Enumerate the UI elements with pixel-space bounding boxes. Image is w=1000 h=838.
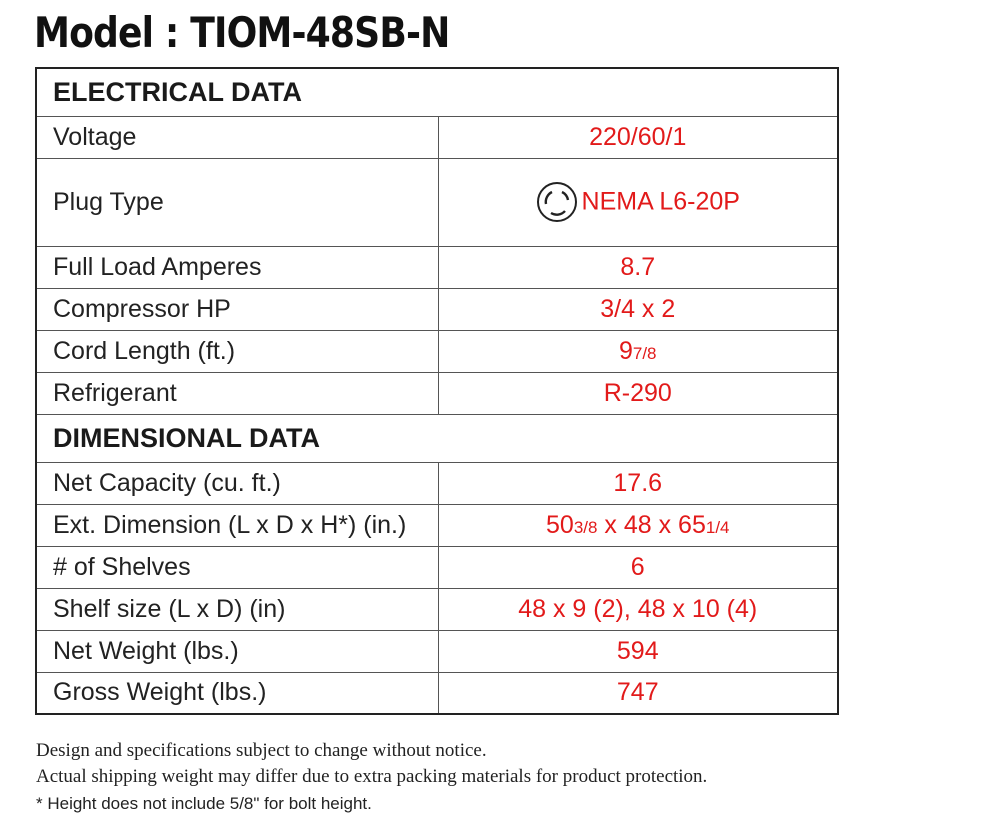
table-row xyxy=(36,330,838,372)
spec-value: R-290 xyxy=(438,372,838,414)
section-header-dimensional xyxy=(36,414,838,462)
ext-height-fraction: 1/4 xyxy=(705,517,730,537)
spec-value: 220/60/1 xyxy=(438,116,838,158)
plug-receptacle-icon xyxy=(536,181,578,223)
cord-length-fraction: 7/8 xyxy=(632,343,657,363)
ext-mid: x 48 x xyxy=(597,510,679,539)
spec-value xyxy=(438,158,838,246)
spec-label: Net Weight (lbs.) xyxy=(36,630,438,672)
table-row xyxy=(36,462,838,504)
table-row xyxy=(36,588,838,630)
table-row xyxy=(36,372,838,414)
spec-value: 8.7 xyxy=(438,246,838,288)
spec-table xyxy=(35,67,839,715)
plug-type-text: NEMA L6-20P xyxy=(581,187,740,216)
table-row xyxy=(36,546,838,588)
section-header-electrical xyxy=(36,68,838,116)
ext-length-whole: 50 xyxy=(546,510,574,539)
table-row xyxy=(36,672,838,714)
spec-value xyxy=(438,330,838,372)
section-title: ELECTRICAL DATA xyxy=(36,68,838,116)
footnotes xyxy=(36,738,707,818)
ext-length-fraction: 3/8 xyxy=(573,517,598,537)
cord-length-whole: 9 xyxy=(618,336,633,365)
table-row xyxy=(36,288,838,330)
spec-label: Plug Type xyxy=(36,158,438,246)
spec-value xyxy=(438,504,838,546)
ext-height-whole: 65 xyxy=(678,510,706,539)
spec-value: 594 xyxy=(438,630,838,672)
spec-value: 6 xyxy=(438,546,838,588)
footnote-line: Design and specifications subject to change without notice. xyxy=(36,740,487,761)
section-title: DIMENSIONAL DATA xyxy=(36,414,838,462)
spec-label: Refrigerant xyxy=(36,372,438,414)
spec-value: 48 x 9 (2), 48 x 10 (4) xyxy=(438,588,838,630)
table-row xyxy=(36,246,838,288)
spec-value: 17.6 xyxy=(438,462,838,504)
spec-label: Ext. Dimension (L x D x H*) (in.) xyxy=(36,504,438,546)
table-row xyxy=(36,116,838,158)
footnote-line: Actual shipping weight may differ due to extra packing materials for product protection. xyxy=(36,766,708,787)
spec-label: Net Capacity (cu. ft.) xyxy=(36,462,438,504)
footnote-line: * Height does not include 5/8" for bolt height. xyxy=(36,794,372,813)
spec-label: Cord Length (ft.) xyxy=(36,330,438,372)
page-title: Model : TIOM-48SB-N xyxy=(34,8,450,57)
table-row xyxy=(36,630,838,672)
table-row xyxy=(36,158,838,246)
spec-label: # of Shelves xyxy=(36,546,438,588)
spec-label: Voltage xyxy=(36,116,438,158)
spec-label: Full Load Amperes xyxy=(36,246,438,288)
table-row xyxy=(36,504,838,546)
spec-label: Shelf size (L x D) (in) xyxy=(36,588,438,630)
spec-value: 3/4 x 2 xyxy=(438,288,838,330)
spec-label: Gross Weight (lbs.) xyxy=(36,672,438,714)
spec-label: Compressor HP xyxy=(36,288,438,330)
spec-value: 747 xyxy=(438,672,838,714)
